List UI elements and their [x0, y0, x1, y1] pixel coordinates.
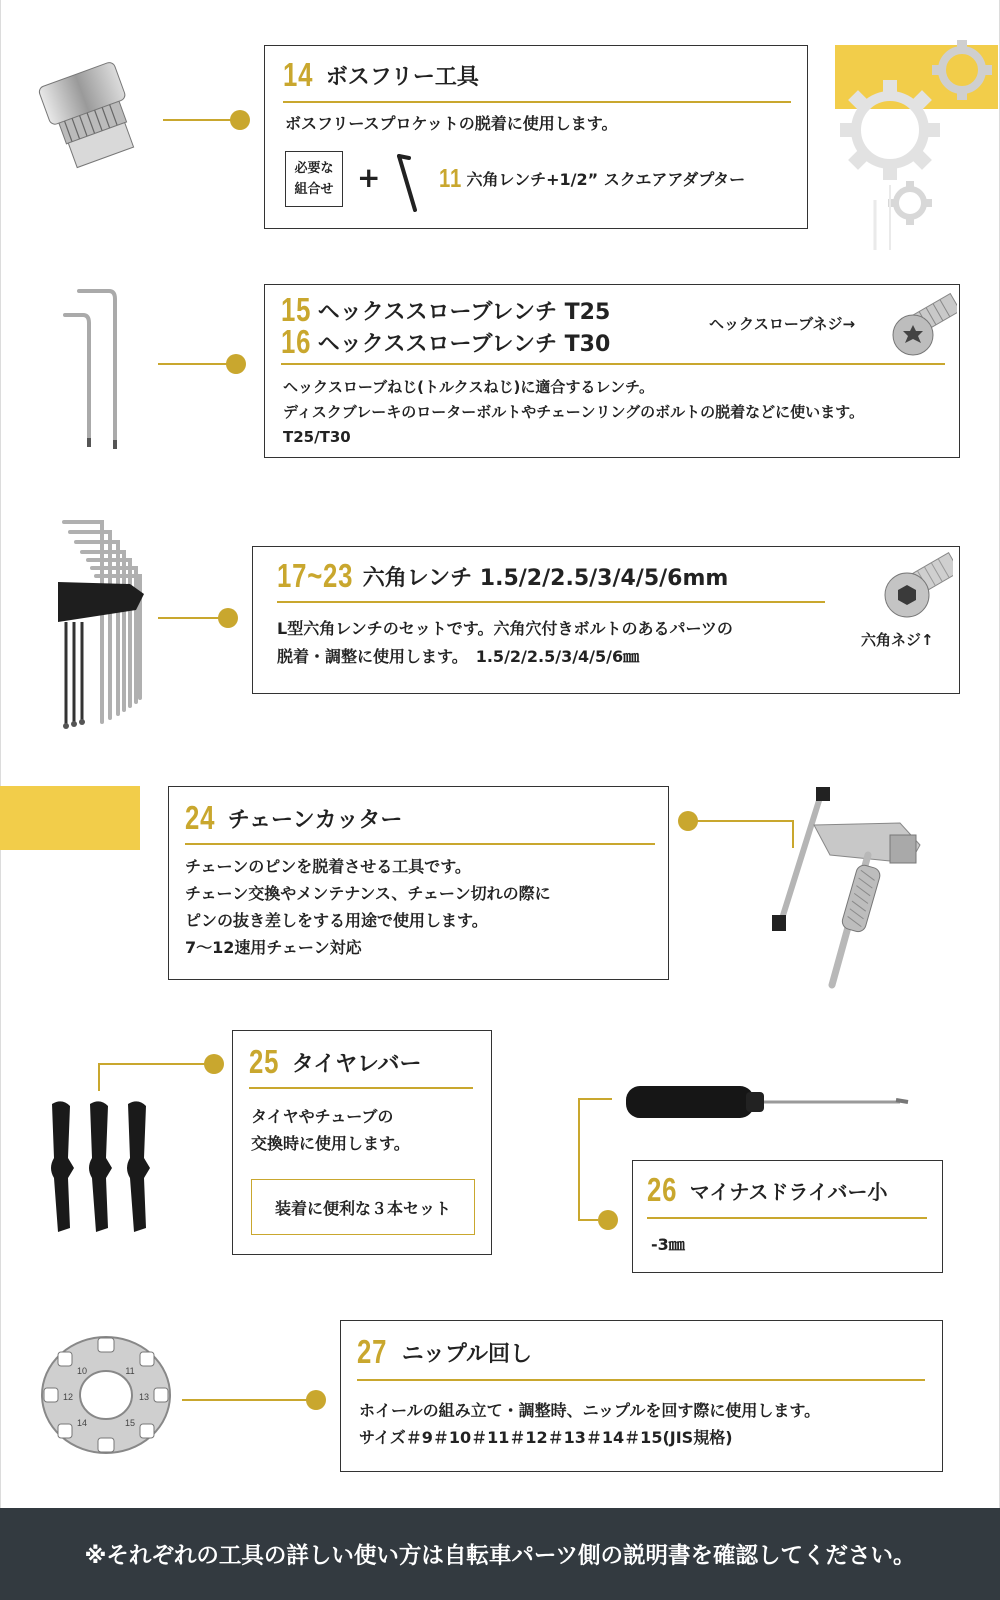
connector-line-14 [163, 119, 235, 121]
hex-wrench-set-icon [52, 512, 152, 737]
spoke-marking-5: 14 [76, 1418, 88, 1428]
torx-wrench-icon [55, 285, 135, 455]
spoke-marking-1: 10 [76, 1366, 88, 1376]
spoke-marking-2: 11 [125, 1366, 135, 1376]
section-24-desc-3: ピンの抜き差しをする用途で使用します。 [185, 911, 488, 930]
section-26-box [632, 1160, 943, 1273]
section-17-underline [277, 601, 825, 603]
section-17-box [252, 546, 960, 694]
section-17-desc-2: 脱着・調整に使用します。 1.5/2/2.5/3/4/5/6㎜ [277, 647, 640, 666]
yellow-banner-left [0, 786, 140, 850]
section-25-box [232, 1030, 492, 1255]
connector-line-26 [578, 1219, 598, 1221]
section-26-desc: -3㎜ [651, 1235, 685, 1254]
section-14-number: 14 [283, 56, 314, 93]
footer-bar [0, 1508, 1000, 1600]
connector-line-26-top [578, 1098, 612, 1100]
section-27-desc-2: サイズ＃9＃10＃11＃12＃13＃14＃15(JIS規格) [359, 1428, 733, 1447]
screwdriver-icon [620, 1080, 912, 1124]
section-26-header [647, 1171, 888, 1209]
section-15-desc-2: ディスクブレーキのローターボルトやチェーンリングのボルトの脱着などに使います。 [283, 403, 864, 421]
section-25-number: 25 [249, 1043, 280, 1080]
section-24-title: チェーンカッター [227, 807, 403, 833]
section-15-underline [281, 363, 945, 365]
section-27-number: 27 [357, 1333, 388, 1370]
section-15-desc-1: ヘックスローブねじ(トルクスねじ)に適合するレンチ。 [283, 378, 654, 396]
section-27-desc-1: ホイールの組み立て・調整時、ニップルを回す際に使用します。 [359, 1401, 821, 1420]
section-15-desc-3: T25/T30 [283, 428, 351, 446]
spoke-marking-3: 12 [62, 1392, 74, 1402]
section-27-header [357, 1333, 532, 1371]
section-24-header [185, 799, 402, 837]
section-27-box [340, 1320, 943, 1472]
connector-line-25 [98, 1063, 210, 1065]
torx-screw-label: ヘックスローブネジ→ [709, 315, 856, 333]
plus-sign: + [357, 161, 381, 194]
section-14-header [283, 56, 479, 94]
section-17-desc-1: L型六角レンチのセットです。六角穴付きボルトのあるパーツの [277, 619, 733, 638]
tire-lever-icon [44, 1098, 164, 1238]
section-15-box [264, 284, 960, 458]
connector-dot-25 [204, 1054, 224, 1074]
section-24-underline [185, 843, 655, 845]
spoke-marking-6: 15 [124, 1418, 136, 1428]
section-24-desc-4: 7〜12速用チェーン対応 [185, 938, 362, 957]
section-17-number: 17~23 [277, 557, 354, 594]
section-26-number: 26 [647, 1171, 678, 1208]
section-14-desc: ボスフリースプロケットの脱着に使用します。 [285, 114, 618, 133]
boss-free-tool-icon [30, 60, 150, 170]
section-25-desc-1: タイヤやチューブの [251, 1107, 394, 1126]
connector-line-27 [182, 1399, 312, 1401]
hex-key-icon [393, 150, 423, 214]
hex-screw-label: 六角ネジ↑ [861, 631, 934, 649]
combo-number: 11 [439, 163, 463, 193]
section-26-title: マイナスドライバー小 [689, 1179, 888, 1204]
section-24-number: 24 [185, 799, 216, 836]
section-24-desc-1: チェーンのピンを脱着させる工具です。 [185, 857, 471, 876]
section-24-desc-2: チェーン交換やメンテナンス、チェーン切れの際に [185, 884, 551, 903]
section-15-title: ヘックススローブレンチ T25 [317, 299, 611, 325]
section-14-title: ボスフリー工具 [325, 64, 479, 90]
section-24-box [168, 786, 669, 980]
combo-text: 六角レンチ+1/2” スクエアアダプター [466, 170, 746, 189]
connector-dot-14 [230, 110, 250, 130]
torx-screw-icon [891, 291, 957, 361]
section-16-header [281, 323, 610, 361]
required-combo-badge [285, 151, 343, 207]
section-16-number: 16 [281, 323, 312, 360]
section-25-title: タイヤレバー [291, 1051, 422, 1077]
connector-line-26-up [578, 1098, 580, 1220]
combo-item [439, 163, 745, 194]
section-17-title: 六角レンチ 1.5/2/2.5/3/4/5/6mm [362, 565, 729, 591]
connector-dot-26 [598, 1210, 618, 1230]
section-14-underline [283, 101, 791, 103]
hex-screw-icon [881, 549, 953, 623]
footer-note: ※それぞれの工具の詳しい使い方は自転車パーツ側の説明書を確認してください。 [84, 1543, 916, 1569]
section-25-note: 装着に便利な３本セット [274, 1198, 451, 1218]
required-label-1: 必要な [294, 161, 334, 176]
section-16-title: ヘックススローブレンチ T30 [317, 331, 611, 357]
chain-cutter-icon [770, 785, 950, 1000]
section-17-header [277, 557, 728, 595]
section-25-header [249, 1043, 422, 1081]
section-25-note-box [251, 1179, 475, 1235]
spoke-marking-4: 13 [138, 1392, 150, 1402]
section-25-underline [249, 1087, 473, 1089]
connector-dot-15 [226, 354, 246, 374]
gear-icon [830, 35, 1000, 255]
section-15-number: 15 [281, 291, 312, 328]
section-27-title: ニップル回し [401, 1341, 532, 1367]
section-26-underline [647, 1217, 927, 1219]
connector-line-15 [158, 363, 234, 365]
section-27-underline [357, 1379, 925, 1381]
spoke-wrench-icon [38, 1332, 174, 1458]
connector-dot-17 [218, 608, 238, 628]
section-14-box [264, 45, 808, 229]
connector-line-25-up [98, 1063, 100, 1091]
required-label-2: 組合せ [294, 182, 334, 197]
section-25-desc-2: 交換時に使用します。 [251, 1134, 410, 1153]
connector-dot-27 [306, 1390, 326, 1410]
